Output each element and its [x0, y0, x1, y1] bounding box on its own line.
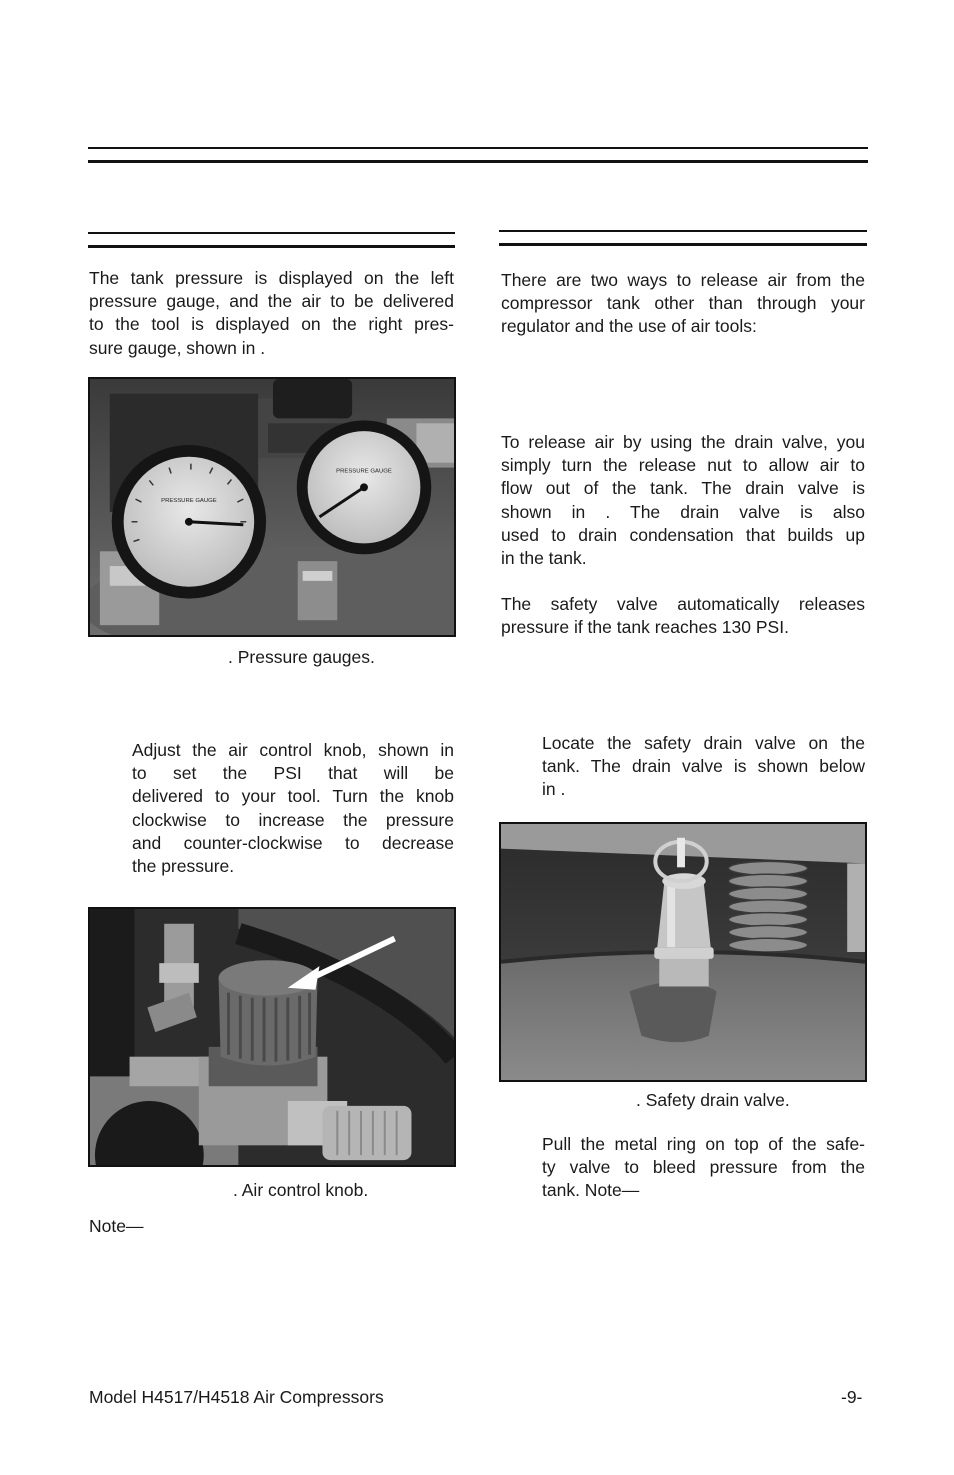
release-air-intro: There are two ways to release air from the compressor tank other than through your regulator and the use of air tools: [501, 270, 865, 337]
header-rule-thin [88, 147, 868, 149]
pressure-gauges-illustration [90, 379, 454, 635]
pressure-gauge-intro: The tank pressure is displayed on the left pressure gauge, and the air to be delivered to the tool is displayed on the right pres- sure gauge, shown in . [89, 268, 454, 358]
figure-2-caption: . Air control knob. [233, 1180, 369, 1200]
air-control-step: Adjust the air control knob, shown in to set the PSI that will be delivered to your tool. Turn the knob clockwise to increase the pressure and counter-clockwise to decrease the pressure. [132, 740, 454, 877]
locate-valve-step: Locate the safety drain valve on the tank. The drain valve is shown below in . [542, 733, 865, 800]
footer-model: Model H4517/H4518 Air Compressors [89, 1387, 384, 1407]
air-control-knob-photo [88, 907, 456, 1167]
air-control-knob-illustration [90, 909, 454, 1165]
figure-3-caption: . Safety drain valve. [636, 1090, 790, 1110]
header-rule-thick [88, 160, 868, 163]
pressure-gauges-photo [88, 377, 456, 637]
safety-valve-paragraph: The safety valve automatically releases pressure if the tank reaches 130 PSI. [501, 594, 865, 638]
pull-ring-step: Pull the metal ring on top of the safe- ty valve to bleed pressure from the tank. Note— [542, 1134, 865, 1201]
left-note-label: Note— [89, 1216, 144, 1236]
right-gauge-label: PRESSURE GAUGE [336, 468, 392, 475]
right-section-rule-thick [499, 243, 867, 246]
safety-drain-valve-photo [499, 822, 867, 1082]
safety-drain-valve-illustration [501, 824, 865, 1080]
drain-valve-paragraph: To release air by using the drain valve, you simply turn the release nut to allow air to flow out of the tank. The drain valve is shown in . The drain valve is also used to drain condensation that builds up in the tank. [501, 432, 865, 569]
left-section-rule-thin [88, 232, 455, 234]
figure-1-caption: . Pressure gauges. [228, 647, 375, 667]
footer-page-number: -9- [841, 1387, 863, 1407]
left-section-rule-thick [88, 245, 455, 248]
right-section-rule-thin [499, 230, 867, 232]
left-gauge-label: PRESSURE GAUGE [161, 498, 217, 505]
